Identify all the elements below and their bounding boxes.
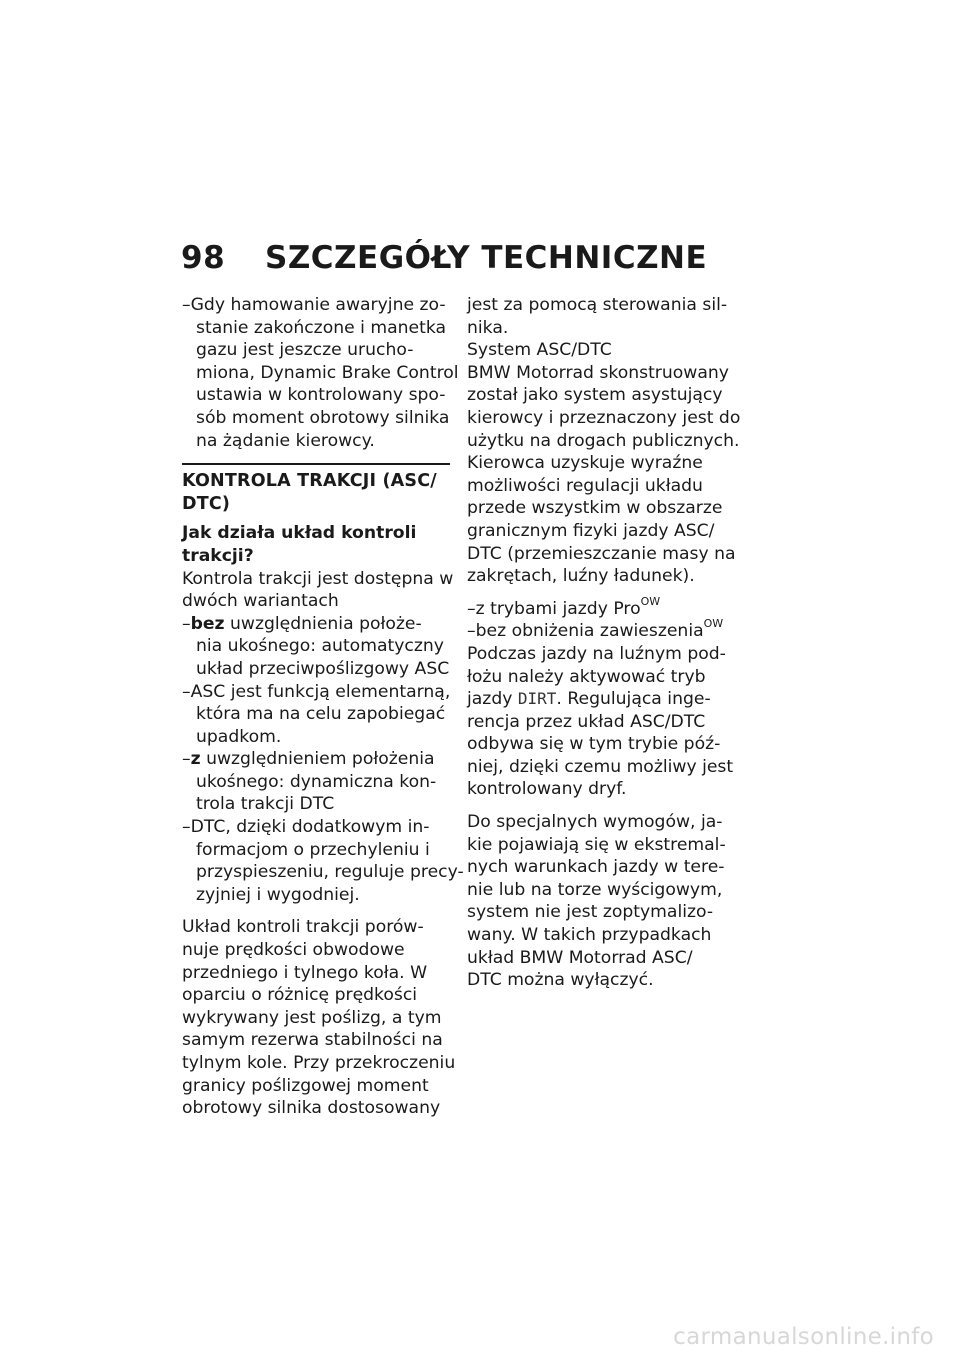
text-line: użytku na drogach publicznych.: [467, 430, 740, 451]
list-dash: –: [182, 749, 191, 770]
subsection-title-line: trakcji?: [182, 545, 254, 566]
text-line: która ma na celu zapobiegać: [196, 704, 446, 725]
list-item: [182, 816, 464, 906]
text-line: układ BMW Motorrad ASC/: [467, 947, 693, 968]
text-line: dwóch wariantach: [182, 591, 339, 612]
text-line: granicy poślizgowej moment: [182, 1075, 429, 1096]
right-column: [467, 294, 742, 992]
page-number: 98: [181, 240, 226, 276]
text-line: niej, dzięki czemu możliwy jest: [467, 756, 734, 777]
text-line: nika.: [467, 317, 509, 338]
text-line: Układ kontroli trakcji porów-: [182, 917, 424, 938]
text-line: –ASC jest funkcją elementarną,: [182, 681, 451, 702]
text-run: –z trybami jazdy Pro: [467, 598, 641, 619]
paragraph: [467, 294, 742, 588]
text-line: –Gdy hamowanie awaryjne zo-: [182, 295, 446, 315]
option-code: OW: [640, 594, 661, 608]
list-dash: –: [182, 613, 191, 634]
text-line: przyspieszeniu, reguluje precy-: [196, 862, 464, 883]
text-line: przedniego i tylnego koła. W: [182, 962, 428, 983]
text-line: możliwości regulacji układu: [467, 475, 703, 496]
text-line: oparciu o różnicę prędkości: [182, 985, 418, 1006]
text-line: DTC (przemieszczanie masy na: [467, 543, 736, 564]
text-line: rencja przez układ ASC/DTC: [467, 711, 706, 732]
paragraph: [182, 916, 454, 1119]
bold-term: bez: [190, 613, 225, 634]
text-line: układ przeciwpoślizgowy ASC: [196, 658, 450, 679]
option-item: [467, 617, 742, 643]
text-line: został jako system asystujący: [467, 385, 723, 406]
section-title: [182, 470, 454, 515]
page-title: SZCZEGÓŁY TECHNICZNE: [265, 240, 708, 276]
text-line: upadkom.: [196, 726, 282, 747]
text-line: DTC można wyłączyć.: [467, 970, 654, 991]
text-line: ustawia w kontrolowany spo-: [196, 385, 446, 406]
watermark: carmanualsonline.info: [673, 1324, 934, 1350]
text-line: gazu jest jeszcze urucho-: [196, 340, 414, 361]
text-line: Do specjalnych wymogów, ja-: [467, 812, 723, 833]
text-line: kie pojawiają się w ekstremal-: [467, 834, 726, 855]
text-line: Podczas jazdy na luźnym pod-: [467, 643, 726, 664]
text-line: –DTC, dzięki dodatkowym in-: [182, 817, 430, 838]
text-line: miona, Dynamic Brake Control: [196, 362, 459, 383]
option-item: [467, 594, 742, 621]
option-code: OW: [703, 617, 724, 631]
text-line: System ASC/DTC: [467, 340, 612, 361]
left-column: [182, 294, 464, 1120]
text-line: zakrętach, luźny ładunek).: [467, 566, 695, 587]
text-line: [182, 613, 454, 636]
text-line: na żądanie kierowcy.: [196, 430, 375, 451]
section-divider: [182, 463, 450, 465]
text-line: samym rezerwa stabilności na: [182, 1030, 443, 1051]
text-line: łożu należy aktywować tryb: [467, 666, 706, 687]
text-line: zyjniej i wygodniej.: [196, 884, 360, 905]
paragraph: [182, 568, 454, 613]
text-line: sób moment obrotowy silnika: [196, 407, 450, 428]
text-run: –bez obniżenia zawieszenia: [467, 621, 704, 642]
paragraph: [467, 811, 742, 992]
text-line: nie lub na torze wyścigowym,: [467, 879, 723, 900]
page-header: [181, 240, 707, 276]
subsection-title: [182, 522, 454, 567]
text-line: formacjom o przechyleniu i: [196, 839, 430, 860]
subsection-title-line: Jak działa układ kontroli: [182, 523, 417, 544]
text-line: system nie jest zoptymalizo-: [467, 902, 714, 923]
text-run: uwzględnienia położe-: [224, 613, 422, 634]
riding-mode-label: DIRT: [517, 689, 557, 709]
text-line: kierowcy i przeznaczony jest do: [467, 407, 741, 428]
list-item: [182, 681, 454, 749]
text-line: kontrolowany dryf.: [467, 779, 627, 800]
text-run: uwzględnieniem położenia: [200, 749, 435, 770]
text-line: przede wszystkim w obszarze: [467, 498, 723, 519]
text-line: nych warunkach jazdy w tere-: [467, 857, 725, 878]
text-line: nia ukośnego: automatyczny: [196, 636, 444, 657]
text-run: . Regulująca inge-: [556, 689, 711, 710]
text-line: wany. W takich przypadkach: [467, 925, 712, 946]
intro-paragraph: [182, 294, 459, 452]
section-title-line: DTC): [182, 493, 231, 514]
bold-term: z: [190, 749, 201, 770]
text-line: Kierowca uzyskuje wyraźne: [467, 453, 703, 474]
list-item: [182, 613, 454, 681]
text-line: stanie zakończone i manetka: [196, 317, 447, 338]
text-line: [182, 748, 454, 771]
text-line: granicznym fizyki jazdy ASC/: [467, 520, 715, 541]
paragraph: [467, 643, 742, 801]
text-line: ukośnego: dynamiczna kon-: [196, 771, 437, 792]
text-line: [467, 688, 742, 711]
list-item: [182, 748, 454, 816]
text-line: jest za pomocą sterowania sil-: [467, 295, 728, 315]
text-line: obrotowy silnika dostosowany: [182, 1098, 441, 1119]
section-title-line: KONTROLA TRAKCJI (ASC/: [182, 471, 437, 492]
text-line: wykrywany jest poślizg, a tym: [182, 1007, 442, 1028]
text-line: tylnym kole. Przy przekroczeniu: [182, 1053, 456, 1073]
text-line: trola trakcji DTC: [196, 794, 335, 815]
text-run: jazdy: [467, 689, 518, 710]
text-line: nuje prędkości obwodowe: [182, 940, 405, 961]
text-line: BMW Motorrad skonstruowany: [467, 362, 729, 383]
option-list: [467, 594, 742, 643]
text-line: odbywa się w tym trybie póź-: [467, 734, 721, 755]
text-line: Kontrola trakcji jest dostępna w: [182, 568, 454, 589]
